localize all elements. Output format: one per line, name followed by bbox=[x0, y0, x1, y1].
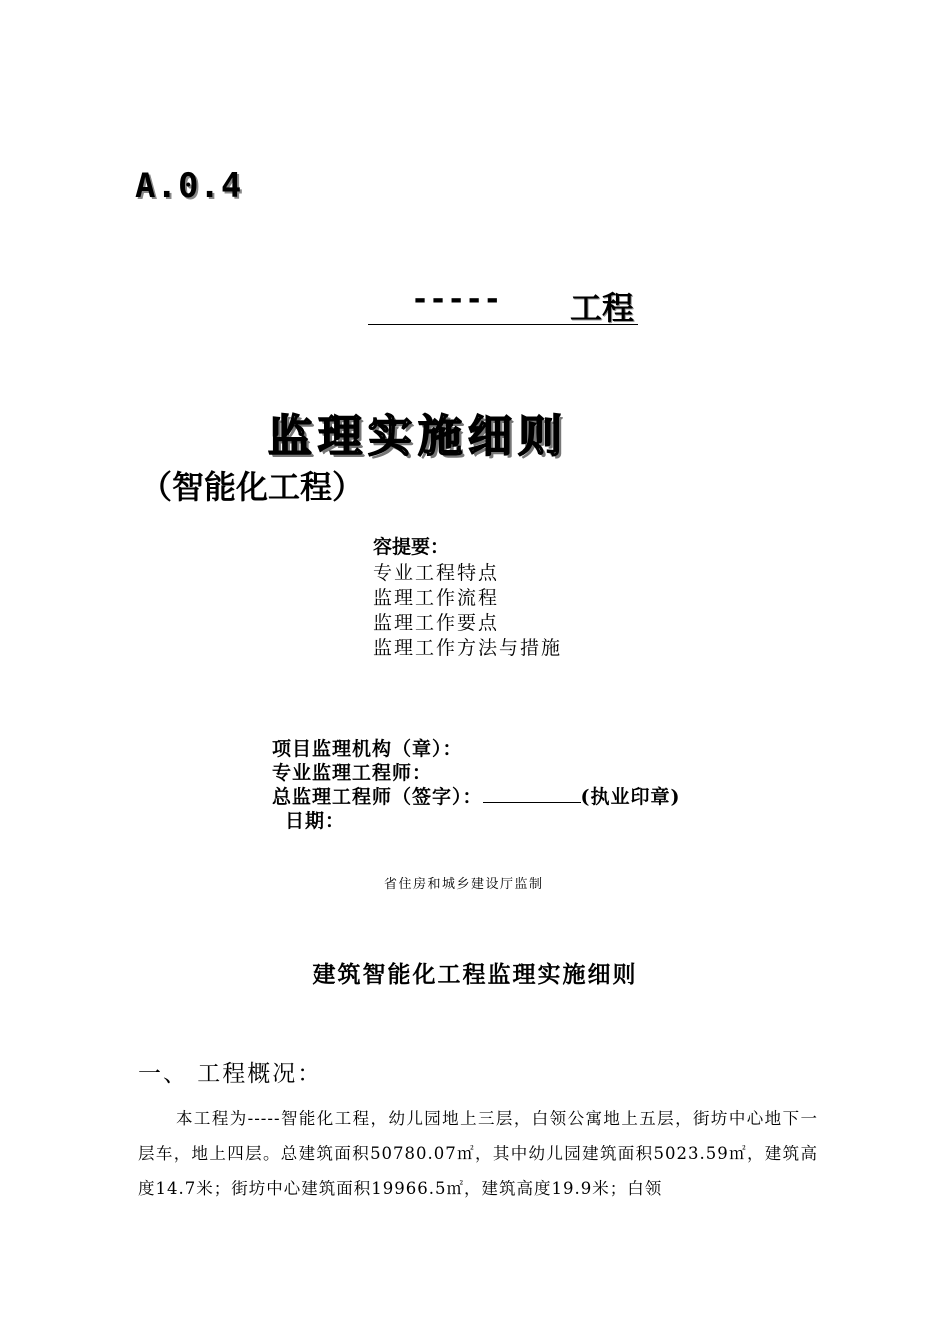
sign-date-label: 日期： bbox=[285, 810, 346, 832]
toc-item: 监理工作流程 bbox=[373, 587, 500, 609]
document-code: A.0.4 bbox=[135, 166, 243, 206]
toc-heading: 容提要： bbox=[373, 536, 450, 558]
heading-project-overview: 一、 工程概况： bbox=[138, 1061, 323, 1087]
sub-title: （智能化工程） bbox=[140, 468, 365, 506]
project-name-suffix: 工程 bbox=[570, 289, 635, 327]
sign-org-label: 项目监理机构（章）： bbox=[272, 738, 463, 760]
body-paragraph: 本工程为-----智能化工程，幼儿园地上三层，白领公寓地上五层，街坊中心地下一层车，地上四层。总建筑面积50780.07㎡，其中幼儿园建筑面积5023.59㎡，建筑高度14.7米；街坊中心建筑面积19966.5㎡，建筑高度19.9米；白领 bbox=[138, 1109, 818, 1198]
sign-engineer-label: 专业监理工程师： bbox=[272, 762, 433, 784]
signature-line bbox=[483, 784, 581, 803]
toc-item: 监理工作方法与措施 bbox=[373, 637, 563, 659]
issuer-note: 省住房和城乡建设厅监制 bbox=[384, 877, 544, 892]
main-title: 监理实施细则 bbox=[268, 411, 568, 462]
project-name-blank: ----- bbox=[411, 282, 502, 317]
sign-chief-row bbox=[272, 782, 681, 809]
seal-label: (执业印章) bbox=[580, 786, 681, 808]
toc-item: 专业工程特点 bbox=[373, 562, 500, 584]
section-title: 建筑智能化工程监理实施细则 bbox=[312, 961, 638, 988]
sign-chief-label: 总监理工程师（签字）： bbox=[272, 786, 483, 808]
toc-item: 监理工作要点 bbox=[373, 612, 500, 634]
